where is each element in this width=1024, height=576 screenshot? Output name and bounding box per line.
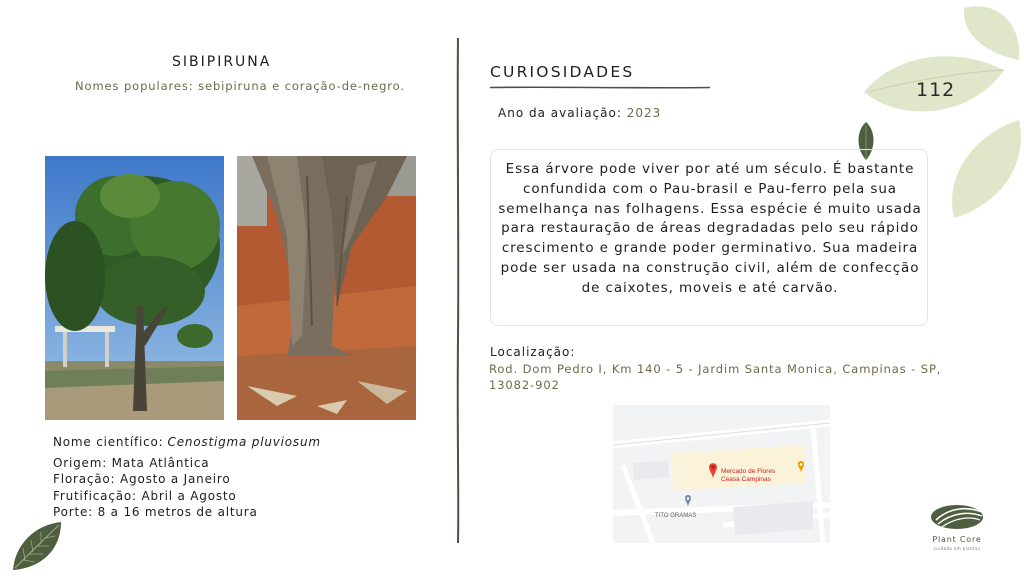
logo-tagline: cuidado em plantas — [933, 546, 981, 551]
map-place-line1: Mercado de Flores — [721, 468, 776, 475]
page-number: 112 — [916, 79, 956, 101]
map-place-line2: Ceasa Campinas — [721, 476, 771, 483]
title-underline — [490, 86, 710, 89]
flowering: Floração: Agosto a Janeiro — [53, 472, 231, 486]
tree-photo — [45, 156, 224, 420]
evaluation-year — [498, 106, 661, 120]
plant-title: SIBIPIRUNA — [172, 54, 272, 70]
year-label: Ano da avaliação: — [498, 106, 622, 120]
scientific-name-label: Nome científico: — [53, 435, 164, 449]
year-value: 2023 — [626, 106, 662, 120]
popular-names: Nomes populares: sebipiruna e coração-de-negro. — [75, 79, 405, 93]
origin: Origem: Mata Atlântica — [53, 455, 210, 470]
leaf-icon — [9, 520, 67, 572]
size: Porte: 8 a 16 metros de altura — [53, 505, 258, 519]
scientific-name-value: Cenostigma pluviosum — [167, 435, 321, 449]
section-title: CURIOSIDADES — [490, 63, 635, 81]
location-address: Rod. Dom Pedro I, Km 140 - 5 - Jardim Santa Monica, Campinas - SP, 13082-902 — [489, 362, 942, 392]
map-nearby-label: TITO GRAMAS — [655, 513, 697, 519]
fruiting: Frutificação: Abril a Agosto — [53, 488, 237, 503]
plant-core-logo — [924, 500, 990, 534]
scientific-name — [53, 434, 321, 451]
plant-facts — [53, 434, 321, 521]
column-divider — [456, 38, 460, 543]
logo-name: Plant Core — [932, 535, 982, 544]
trunk-photo — [237, 156, 416, 420]
location-label: Localização: — [490, 345, 576, 359]
location-map[interactable] — [613, 405, 830, 543]
description-text: Essa árvore pode viver por até um século. É bastante confundida com o Pau-brasil e Pau-ferro pela sua semelhança nas folhagens. Essa espécie é muito usada para restauração de áreas degradadas pelo seu rápido crescimento e grande poder germinativo. Sua madeira pode ser usada na construção civil, além de confecção de caixotes, moveis e até carvão. — [498, 161, 922, 296]
